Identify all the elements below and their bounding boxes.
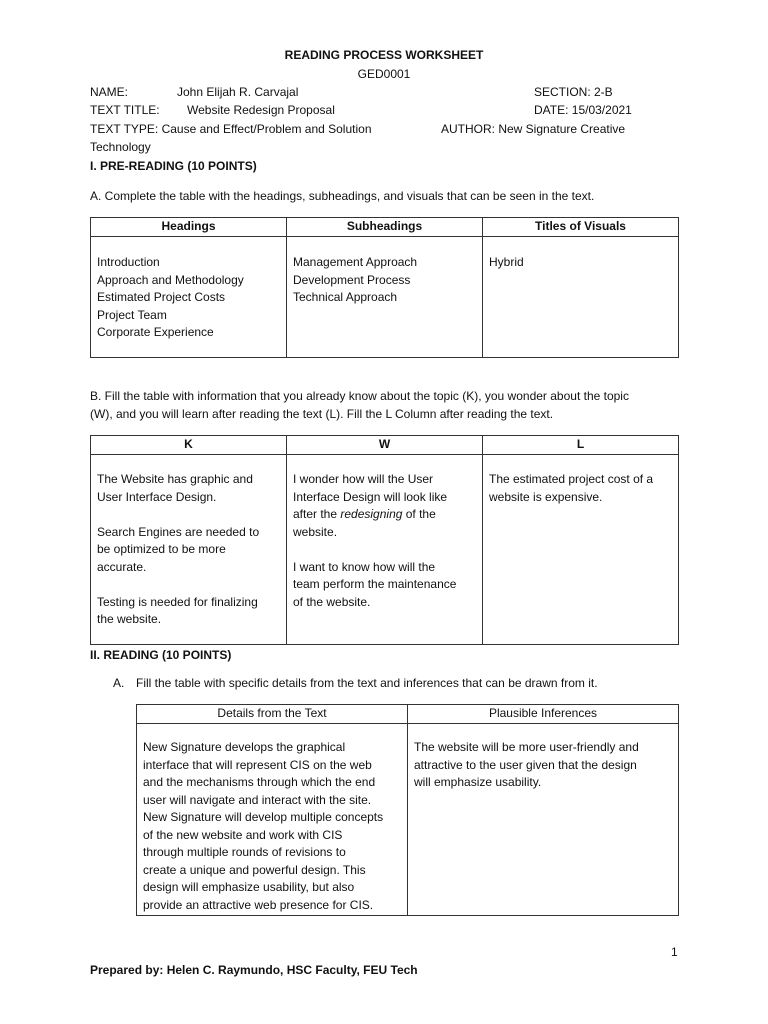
inferences-cell	[408, 724, 679, 916]
worksheet-title: READING PROCESS WORKSHEET	[284, 48, 484, 62]
prepared-by: Prepared by: Helen C. Raymundo, HSC Faculty, FEU Tech	[90, 963, 418, 977]
l-text: website is expensive.	[489, 489, 603, 504]
subheading-item: Management Approach	[293, 255, 418, 269]
subheadings-header: Subheadings	[287, 218, 483, 237]
inference-text: The website will be more user-friendly and	[414, 740, 639, 754]
w-text: Interface Design will look like	[293, 489, 448, 504]
date: DATE: 15/03/2021	[534, 103, 632, 117]
w-cell	[287, 455, 483, 645]
k-cell	[91, 455, 287, 645]
section: SECTION: 2-B	[534, 85, 613, 99]
details-inferences-table	[136, 704, 679, 916]
k-header: K	[91, 436, 287, 455]
page-number: 1	[671, 945, 678, 959]
pre-reading-heading: I. PRE-READING (10 POINTS)	[90, 159, 257, 173]
headings-table	[90, 217, 679, 358]
details-cell	[137, 724, 408, 916]
reading-heading: II. READING (10 POINTS)	[90, 648, 232, 662]
subheading-item: Development Process	[293, 272, 411, 287]
w-text-emphasis: redesigning	[340, 507, 403, 521]
inferences-header: Plausible Inferences	[408, 705, 679, 724]
w-text: I wonder how will the User	[293, 472, 434, 486]
w-text: of the website.	[293, 594, 371, 609]
k-text: accurate.	[97, 559, 147, 574]
details-text: New Signature will develop multiple concepts	[143, 810, 384, 824]
visuals-cell	[483, 237, 679, 358]
heading-item: Corporate Experience	[97, 325, 214, 339]
heading-item: Estimated Project Costs	[97, 290, 226, 304]
details-text: interface that will represent CIS on the web	[143, 757, 372, 772]
k-text: The Website has graphic and	[97, 472, 253, 486]
details-text: New Signature develops the graphical	[143, 740, 346, 754]
details-text: user will navigate and interact with the site.	[143, 792, 372, 807]
w-text-post: of the	[402, 507, 436, 521]
subheading-item: Technical Approach	[293, 290, 398, 304]
k-text: the website.	[97, 612, 162, 626]
w-text-pre: after the	[293, 507, 341, 521]
reading-a-instruction: Fill the table with specific details from the text and inferences that can be drawn from it.	[136, 676, 598, 690]
visual-item: Hybrid	[489, 255, 524, 269]
heading-item: Approach and Methodology	[97, 272, 244, 287]
l-header: L	[483, 436, 679, 455]
l-text: The estimated project cost of a	[489, 472, 654, 486]
k-text: User Interface Design.	[97, 489, 217, 504]
course-code: GED0001	[357, 67, 411, 81]
name-label: NAME:	[90, 85, 129, 99]
k-text: Search Engines are needed to	[97, 524, 260, 539]
visuals-header: Titles of Visuals	[483, 218, 679, 237]
heading-item: Introduction	[97, 255, 160, 269]
details-text: of the new website and work with CIS	[143, 827, 343, 842]
text-title-value: Website Redesign Proposal	[187, 103, 335, 117]
details-text: provide an attractive web presence for CIS.	[143, 897, 374, 912]
heading-item: Project Team	[97, 307, 167, 322]
text-type: TEXT TYPE: Cause and Effect/Problem and Solution	[90, 122, 372, 136]
author-continued: Technology	[90, 140, 151, 154]
name-value: John Elijah R. Carvajal	[177, 85, 299, 99]
l-cell	[483, 455, 679, 645]
w-text-line	[293, 506, 476, 524]
w-text: I want to know how will the	[293, 559, 436, 574]
details-text: create a unique and powerful design. This	[143, 862, 366, 877]
headings-header: Headings	[91, 218, 287, 237]
pre-reading-b-instruction-line2: (W), and you will learn after reading the text (L). Fill the L Column after reading the text.	[90, 407, 554, 421]
author: AUTHOR: New Signature Creative	[441, 122, 626, 136]
kwl-table	[90, 435, 679, 645]
headings-cell	[91, 237, 287, 358]
reading-a-label: A.	[113, 676, 125, 690]
subheadings-cell	[287, 237, 483, 358]
w-text: team perform the maintenance	[293, 577, 457, 591]
k-text: Testing is needed for finalizing	[97, 594, 258, 609]
inference-text: will emphasize usability.	[414, 775, 542, 789]
pre-reading-a-instruction: A. Complete the table with the headings, subheadings, and visuals that can be seen in the text.	[90, 189, 595, 203]
details-text: through multiple rounds of revisions to	[143, 845, 346, 859]
inference-text: attractive to the user given that the design	[414, 757, 637, 772]
k-text: be optimized to be more	[97, 542, 226, 556]
details-header: Details from the Text	[137, 705, 408, 724]
pre-reading-b-instruction-line1: B. Fill the table with information that you already know about the topic (K), you wonder about the topic	[90, 389, 629, 403]
details-text: and the mechanisms through which the end	[143, 775, 376, 789]
text-title-label: TEXT TITLE:	[90, 103, 160, 117]
w-text: website.	[293, 524, 338, 539]
details-text: design will emphasize usability, but also	[143, 880, 355, 894]
w-header: W	[287, 436, 483, 455]
